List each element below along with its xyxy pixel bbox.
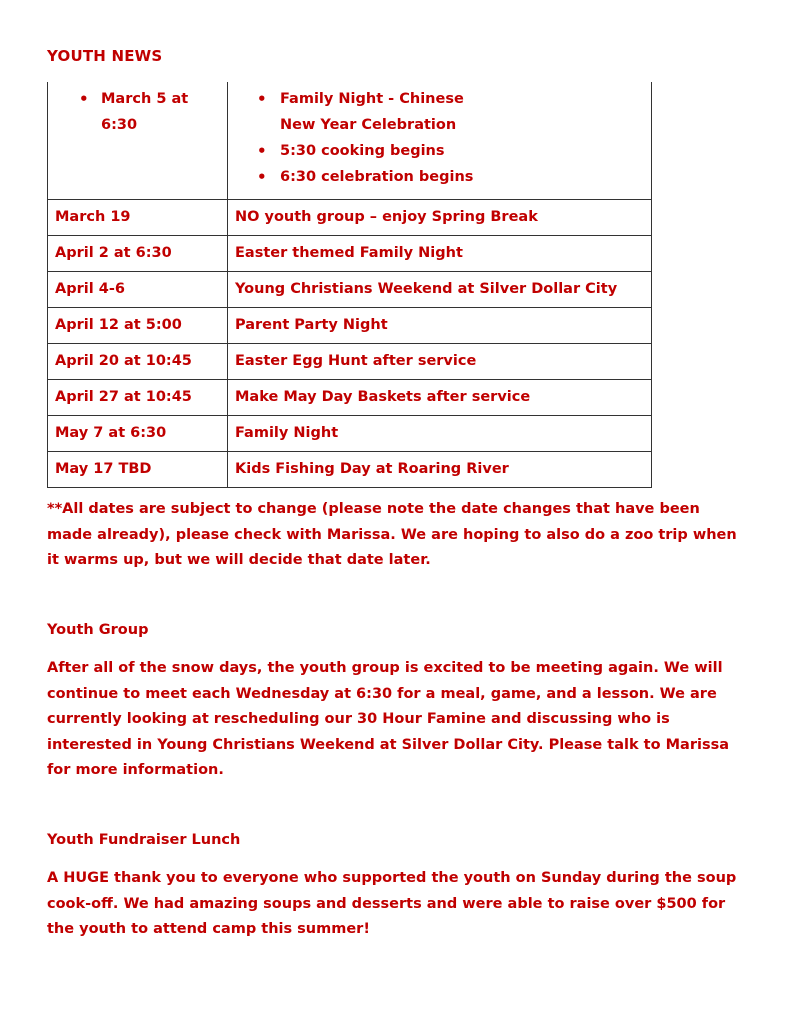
event-cell: NO youth group – enjoy Spring Break [228, 199, 652, 235]
event-cell: Kids Fishing Day at Roaring River [228, 451, 652, 487]
date-cell: May 7 at 6:30 [48, 415, 228, 451]
event-cell: Easter themed Family Night [228, 235, 652, 271]
table-row [48, 271, 652, 307]
table-row [48, 307, 652, 343]
event-cell: Parent Party Night [228, 307, 652, 343]
schedule-table [47, 82, 652, 488]
fundraiser-title: Youth Fundraiser Lunch [47, 832, 241, 848]
table-row [48, 235, 652, 271]
table-row [48, 379, 652, 415]
event-cell: Family Night [228, 415, 652, 451]
date-cell: May 17 TBD [48, 451, 228, 487]
event-cell: Young Christians Weekend at Silver Dollar City [228, 271, 652, 307]
event-cell [228, 82, 652, 199]
youth-group-title: Youth Group [47, 622, 149, 638]
date-cell: April 12 at 5:00 [48, 307, 228, 343]
table-row [48, 82, 652, 199]
date-cell: April 2 at 6:30 [48, 235, 228, 271]
date-cell: March 19 [48, 199, 228, 235]
page-heading: YOUTH NEWS [47, 47, 163, 65]
date-cell [48, 82, 228, 199]
date-cell: April 4-6 [48, 271, 228, 307]
bullet-list [235, 86, 644, 190]
event-cell: Make May Day Baskets after service [228, 379, 652, 415]
list-item: • 6:30 celebration begins [235, 164, 644, 190]
fundraiser-body: A HUGE thank you to everyone who supported the youth on Sunday during the soup cook-off. We had amazing soups and desserts and were able to raise over $500 for the youth to attend camp this summer! [47, 870, 737, 937]
list-item: • 5:30 cooking begins [235, 138, 644, 164]
table-row [48, 451, 652, 487]
date-cell: April 20 at 10:45 [48, 343, 228, 379]
table-row [48, 199, 652, 235]
schedule-note: **All dates are subject to change (please note the date changes that have been made already), please check with Marissa. We are hoping to also do a zoo trip when it warms up, but we will decide that date later. [47, 501, 737, 568]
event-cell: Easter Egg Hunt after service [228, 343, 652, 379]
list-item: • March 5 at 6:30 [55, 86, 220, 138]
table-row [48, 415, 652, 451]
table-row [48, 343, 652, 379]
list-item: • Family Night - Chinese New Year Celebration [235, 86, 644, 138]
date-cell: April 27 at 10:45 [48, 379, 228, 415]
bullet-list [55, 86, 220, 138]
youth-group-body: After all of the snow days, the youth group is excited to be meeting again. We will continue to meet each Wednesday at 6:30 for a meal, game, and a lesson. We are currently looking at rescheduling our 30 Hour Famine and discussing who is interested in Young Christians Weekend at Silver Dollar City. Please talk to Marissa for more information. [47, 660, 730, 778]
